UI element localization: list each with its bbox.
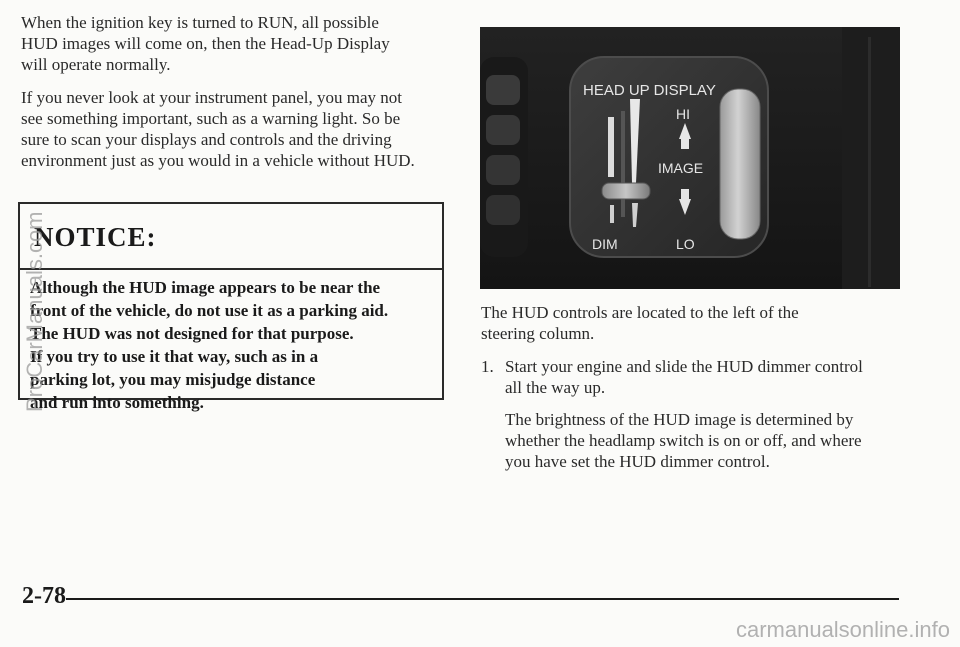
notice-line: and run into something. [30, 393, 204, 412]
steps-list [481, 356, 921, 472]
paragraph-ignition: When the ignition key is turned to RUN, all possible HUD images will come on, then the Head-Up Display will operate normally. [21, 13, 390, 74]
panel-title-label: HEAD UP DISPLAY [583, 82, 716, 99]
notice-title: NOTICE: [20, 204, 442, 270]
paragraph-instrument-panel: If you never look at your instrument panel, you may not see something important, such as a warning light. So be sure to scan your displays and controls and the driving environment just as you would in a vehicle without HUD. [21, 88, 415, 170]
hud-controls-illustration [480, 27, 900, 289]
bottom-watermark: carmanualsonline.info [735, 617, 950, 642]
step-text: Start your engine and slide the HUD dimmer control all the way up. [505, 357, 863, 397]
paragraph-controls-location: The HUD controls are located to the left of the steering column. [481, 303, 799, 343]
notice-line: If you try to use it that way, such as in a [30, 347, 319, 366]
notice-box [18, 202, 444, 412]
notice-line: The HUD was not designed for that purpose. [30, 324, 354, 343]
image-label: IMAGE [658, 160, 704, 176]
step-number: 1. [481, 357, 494, 376]
footer-rule [66, 598, 899, 600]
step-detail: The brightness of the HUD image is determined by whether the headlamp switch is on or off, and where you have set the HUD dimmer control. [505, 410, 862, 471]
notice-body [20, 270, 442, 414]
dim-label: DIM [592, 236, 618, 252]
notice-line: front of the vehicle, do not use it as a parking aid. [30, 301, 389, 320]
right-column [481, 302, 921, 472]
notice-line: Although the HUD image appears to be near the [30, 278, 381, 297]
list-item [481, 356, 921, 398]
lo-label: LO [676, 236, 695, 252]
left-column [21, 12, 451, 183]
vertical-watermark: ProCarManuals.com [22, 211, 47, 412]
page-number: 2-78 [22, 583, 66, 609]
hud-controls-photo [480, 27, 900, 289]
notice-line: parking lot, you may misjudge distance [30, 370, 316, 389]
hi-label: HI [676, 106, 690, 122]
